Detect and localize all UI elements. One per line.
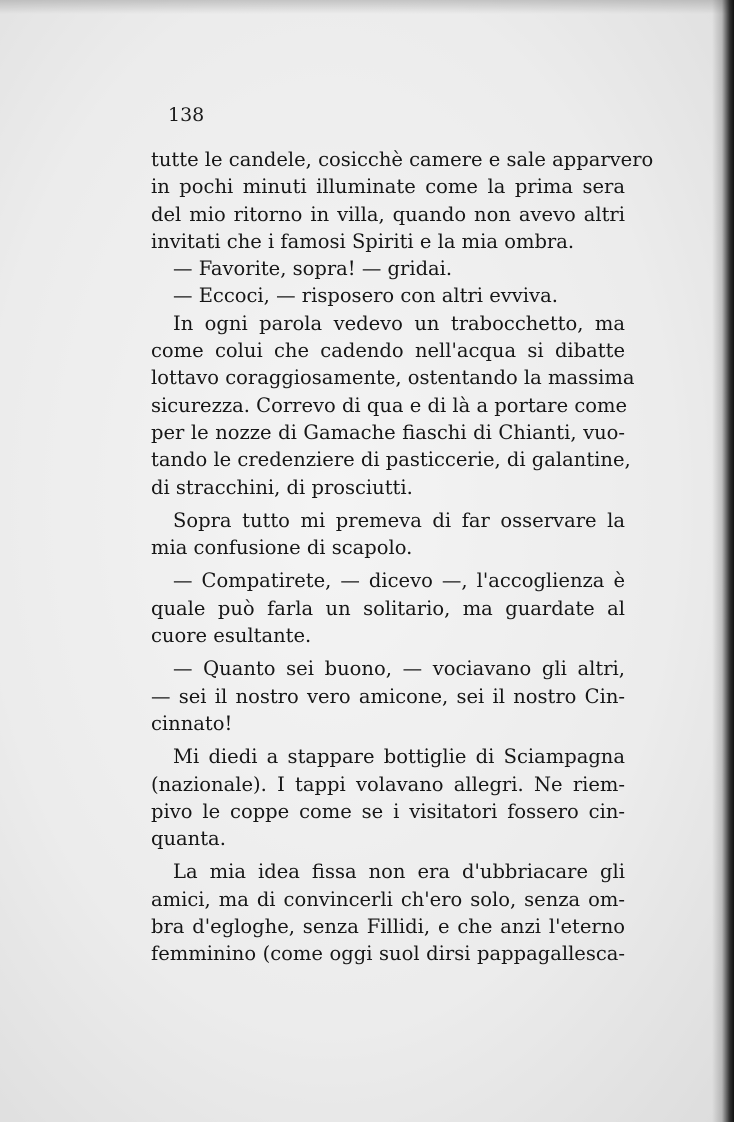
text-line: di stracchini, di prosciutti. — [151, 475, 413, 499]
text-line: quanta. — [151, 827, 226, 851]
text-line: cuore esultante. — [151, 624, 312, 648]
page-number: 138 — [168, 104, 205, 126]
text-line: — Compatirete, — dicevo —, l'accoglienza è — [173, 569, 625, 593]
text-line: quale può farla un solitario, ma guardate al — [151, 596, 625, 620]
text-line: — Eccoci, — risposero con altri evviva. — [173, 284, 558, 308]
text-line: mia confusione di scapolo. — [151, 536, 413, 560]
text-line: femminino (come oggi suol dirsi pappagallesca- — [151, 942, 625, 966]
text-line: — sei il nostro vero amicone, sei il nostro Cin- — [151, 684, 625, 708]
text-line: tutte le candele, cosicchè camere e sale apparvero — [151, 148, 654, 171]
text-line: pivo le coppe come se i visitatori fossero cin- — [151, 799, 625, 823]
text-line: invitati che i famosi Spiriti e la mia ombra. — [151, 229, 575, 253]
text-line: come colui che cadendo nell'acqua si dibatte — [151, 339, 625, 363]
text-line: — Quanto sei buono, — vociavano gli altri, — [173, 657, 625, 681]
text-line: sicurezza. Correvo di qua e di là a portare come — [151, 393, 628, 417]
text-line: amici, ma di convincerli ch'ero solo, senza om- — [151, 887, 625, 911]
text-line: Sopra tutto mi premeva di far osservare la — [173, 508, 625, 532]
text-line: Mi diedi a stappare bottiglie di Sciampagna — [173, 745, 625, 769]
text-line: (nazionale). I tappi volavano allegri. Ne riem- — [151, 772, 625, 796]
page-top-shadow — [0, 0, 734, 14]
text-line: tando le credenziere di pasticcerie, di galantine, — [151, 448, 631, 472]
text-line: in pochi minuti illuminate come la prima sera — [151, 175, 625, 199]
text-line: — Favorite, sopra! — gridai. — [173, 257, 453, 281]
text-line: cinnato! — [151, 711, 233, 735]
text-line: del mio ritorno in villa, quando non avevo altri — [151, 202, 625, 226]
page-binding-shadow — [712, 0, 734, 1122]
body-text — [151, 146, 654, 968]
text-line: per le nozze di Gamache fiaschi di Chianti, vuo- — [151, 420, 625, 444]
text-line: bra d'egloghe, senza Fillidi, e che anzi l'eterno — [151, 915, 625, 939]
text-line: lottavo coraggiosamente, ostentando la massima — [151, 366, 635, 390]
text-line: La mia idea fissa non era d'ubbriacare gli — [173, 860, 625, 884]
text-line: In ogni parola vedevo un trabocchetto, ma — [173, 311, 625, 335]
